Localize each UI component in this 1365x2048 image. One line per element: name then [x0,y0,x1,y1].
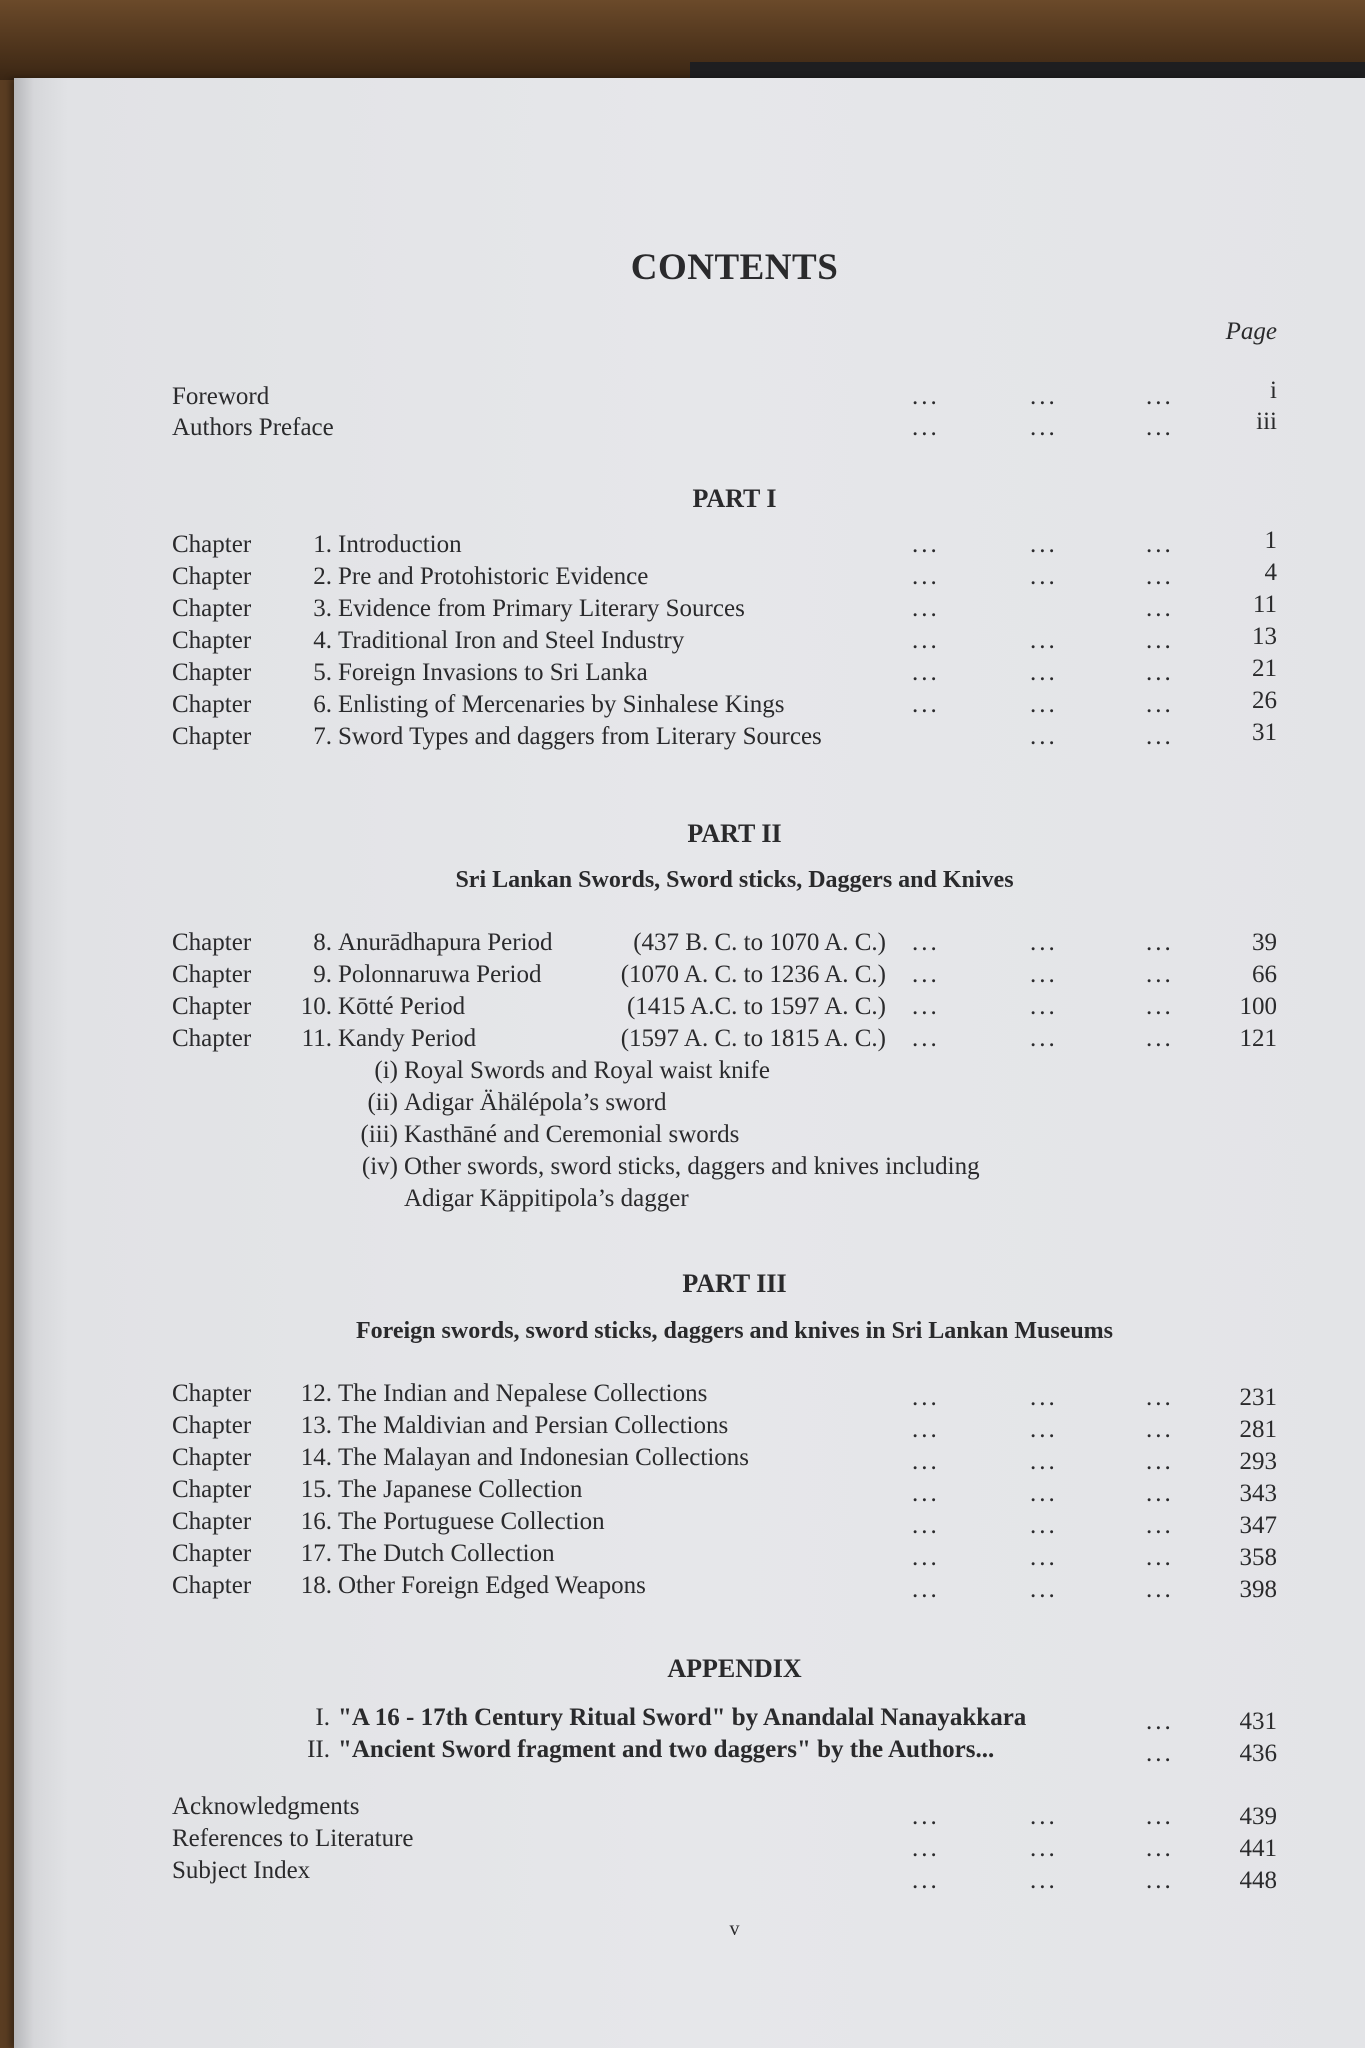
leader-dots: ... [912,1576,940,1603]
chapter-number: 8. [313,929,332,956]
page-number: 31 [1252,719,1277,746]
page-number: 358 [1239,1544,1277,1571]
leader-dots: ... [1146,1480,1174,1507]
chapter-number: 14. [300,1444,332,1471]
page-number: 66 [1252,961,1277,988]
chapter-number: 10. [300,993,332,1020]
leader-dots: ... [1146,1512,1174,1539]
chapter-row [14,1412,1365,1444]
subsection-title: Adigar Käppitipola’s dagger [404,1185,689,1212]
leader-dots: ... [912,1416,940,1443]
page-number: 439 [1239,1803,1277,1830]
page-number: 1 [1264,527,1277,554]
chapter-number: 15. [300,1476,332,1503]
page-number: i [1270,377,1277,404]
leader-dots: ... [1030,1384,1058,1411]
page-number: 441 [1239,1835,1277,1862]
part-subtitle: Foreign swords, sword sticks, daggers and knives in Sri Lankan Museums [355,1318,1114,1344]
leader-dots: ... [1030,1867,1058,1894]
appendix-heading: APPENDIX [667,1654,802,1683]
appendix-title: "Ancient Sword fragment and two daggers" by the Authors... [338,1736,995,1763]
leader-dots: ... [912,691,940,718]
chapter-row [14,993,1365,1025]
appendix-number: II. [307,1736,330,1763]
chapter-row [14,1444,1365,1476]
chapter-word: Chapter [172,691,252,718]
chapter-word: Chapter [172,1444,252,1471]
chapter-row [14,961,1365,993]
chapter-title: The Japanese Collection [338,1476,583,1503]
leader-dots: ... [912,1803,940,1830]
chapter-title: The Indian and Nepalese Collections [338,1380,708,1407]
part-subtitle: Sri Lankan Swords, Sword sticks, Daggers and Knives [455,867,1014,893]
chapter-row [14,719,1365,755]
subsection-number: (iv) [361,1153,398,1180]
leader-dots: ... [912,1480,940,1507]
chapter-title: Anurādhapura Period [338,929,553,956]
chapter-number: 4. [313,627,332,654]
chapter-row [14,1508,1365,1540]
subsection-row [14,1153,1365,1185]
chapter-row [14,929,1365,961]
leader-dots: ... [912,627,940,654]
chapter-number: 1. [313,531,332,558]
leader-dots: ... [912,1512,940,1539]
leader-dots: ... [1030,627,1058,654]
subsection-title: Adigar Ähälépola’s sword [404,1089,667,1116]
chapter-row [14,527,1365,563]
chapter-number: 5. [313,659,332,686]
leader-dots: ... [912,1384,940,1411]
leader-dots: ... [1146,1448,1174,1475]
leader-dots: ... [1030,1803,1058,1830]
front-matter-row [14,377,1365,415]
back-matter-row [14,1825,1365,1862]
chapter-number: 13. [300,1412,332,1439]
leader-dots: ... [1146,627,1174,654]
leader-dots: ... [1146,1803,1174,1830]
leader-dots: ... [1030,929,1058,956]
chapter-row [14,559,1365,595]
subsection-row [14,1121,1365,1153]
leader-dots: ... [1030,1576,1058,1603]
leader-dots: ... [1146,383,1174,410]
chapter-row [14,1025,1365,1057]
chapter-period: (1070 A. C. to 1236 A. C.) [620,961,886,988]
leader-dots: ... [1146,1740,1174,1767]
chapter-number: 17. [300,1540,332,1567]
chapter-word: Chapter [172,1476,252,1503]
chapter-number: 16. [300,1508,332,1535]
chapter-title: The Dutch Collection [338,1540,555,1567]
leader-dots: ... [1030,993,1058,1020]
chapter-title: Evidence from Primary Literary Sources [338,595,745,622]
leader-dots: ... [912,659,940,686]
chapter-period: (1597 A. C. to 1815 A. C.) [620,1025,886,1052]
subsection-number: (iii) [360,1121,398,1148]
leader-dots: ... [912,1025,940,1052]
chapter-number: 18. [300,1572,332,1599]
leader-dots: ... [1030,659,1058,686]
leader-dots: ... [1146,595,1174,622]
chapter-word: Chapter [172,531,252,558]
chapter-title: Foreign Invasions to Sri Lanka [338,659,648,686]
leader-dots: ... [1030,691,1058,718]
appendix-row [14,1704,1365,1736]
chapter-word: Chapter [172,993,252,1020]
page-folio: v [729,1918,740,1940]
leader-dots: ... [912,595,940,622]
subsection-title: Kasthāné and Ceremonial swords [404,1121,740,1148]
page-number: 231 [1239,1384,1277,1411]
page-number: 100 [1239,993,1277,1020]
leader-dots: ... [1146,1025,1174,1052]
leader-dots: ... [912,563,940,590]
chapter-word: Chapter [172,1380,252,1407]
leader-dots: ... [1030,723,1058,750]
part-heading: PART I [692,484,777,513]
chapter-row [14,623,1365,659]
chapter-title: Polonnaruwa Period [338,961,542,988]
part-heading: PART III [682,1269,787,1298]
chapter-word: Chapter [172,929,252,956]
book-page [14,78,1365,2048]
leader-dots: ... [1030,414,1058,441]
leader-dots: ... [1030,1835,1058,1862]
page-number: 39 [1252,929,1277,956]
appendix-number: I. [315,1704,330,1731]
leader-dots: ... [1030,961,1058,988]
subsection-row [14,1089,1365,1121]
leader-dots: ... [1030,383,1058,410]
page-number: 398 [1239,1576,1277,1603]
leader-dots: ... [1146,1708,1174,1735]
chapter-title: Kandy Period [338,1025,477,1052]
leader-dots: ... [912,383,940,410]
subsection-row [14,1057,1365,1089]
leader-dots: ... [1146,1416,1174,1443]
chapter-word: Chapter [172,1572,252,1599]
page-number: 21 [1252,655,1277,682]
entry-label: Foreword [172,383,270,410]
leader-dots: ... [1030,1512,1058,1539]
front-matter-row [14,408,1365,446]
page-number: 13 [1252,623,1277,650]
page-number: 431 [1239,1708,1277,1735]
leader-dots: ... [1030,1480,1058,1507]
chapter-title: Other Foreign Edged Weapons [338,1572,646,1599]
entry-label: Authors Preface [172,414,334,441]
leader-dots: ... [912,929,940,956]
leader-dots: ... [1146,691,1174,718]
leader-dots: ... [1030,531,1058,558]
page-number: 121 [1239,1025,1277,1052]
page-column-header: Page [1225,318,1277,345]
chapter-word: Chapter [172,627,252,654]
subsection-row [14,1185,1365,1217]
subsection-number: (ii) [367,1089,398,1116]
chapter-word: Chapter [172,659,252,686]
back-matter-row [14,1857,1365,1894]
chapter-word: Chapter [172,1540,252,1567]
subsection-title: Royal Swords and Royal waist knife [404,1057,770,1084]
leader-dots: ... [1146,1544,1174,1571]
leader-dots: ... [1146,414,1174,441]
leader-dots: ... [912,414,940,441]
leader-dots: ... [1146,723,1174,750]
part-heading: PART II [687,819,782,848]
leader-dots: ... [1030,563,1058,590]
chapter-word: Chapter [172,1412,252,1439]
chapter-title: Kōtté Period [338,993,466,1020]
chapter-word: Chapter [172,723,252,750]
leader-dots: ... [912,993,940,1020]
leader-dots: ... [1146,993,1174,1020]
chapter-title: Enlisting of Mercenaries by Sinhalese Kings [338,691,785,718]
chapter-row [14,687,1365,723]
chapter-number: 3. [313,595,332,622]
chapter-number: 12. [300,1380,332,1407]
chapter-title: Sword Types and daggers from Literary Sources [338,723,822,750]
chapter-number: 6. [313,691,332,718]
chapter-row [14,591,1365,627]
chapter-word: Chapter [172,563,252,590]
chapter-number: 11. [301,1025,332,1052]
contents-title: CONTENTS [630,247,839,288]
chapter-title: The Portuguese Collection [338,1508,605,1535]
leader-dots: ... [912,531,940,558]
entry-label: References to Literature [172,1825,414,1852]
page-number: iii [1256,408,1277,435]
page-number: 436 [1239,1740,1277,1767]
chapter-word: Chapter [172,595,252,622]
subsection-title: Other swords, sword sticks, daggers and knives including [404,1153,980,1180]
appendix-title: "A 16 - 17th Century Ritual Sword" by Anandalal Nanayakkara [338,1704,1027,1731]
leader-dots: ... [912,961,940,988]
leader-dots: ... [1146,1835,1174,1862]
leader-dots: ... [1030,1416,1058,1443]
chapter-number: 2. [313,563,332,590]
page-number: 281 [1239,1416,1277,1443]
chapter-period: (1415 A.C. to 1597 A. C.) [626,993,886,1020]
leader-dots: ... [1146,961,1174,988]
chapter-title: Pre and Protohistoric Evidence [338,563,649,590]
leader-dots: ... [912,1448,940,1475]
leader-dots: ... [1146,659,1174,686]
subsection-number: (i) [374,1057,398,1084]
leader-dots: ... [1030,1448,1058,1475]
leader-dots: ... [1146,531,1174,558]
chapter-title: Introduction [338,531,462,558]
chapter-title: The Maldivian and Persian Collections [338,1412,729,1439]
appendix-row [14,1736,1365,1768]
chapter-row [14,1572,1365,1604]
chapter-row [14,1540,1365,1572]
page-number: 26 [1252,687,1277,714]
page-number: 4 [1264,559,1277,586]
page-number: 448 [1239,1867,1277,1894]
leader-dots: ... [912,1544,940,1571]
leader-dots: ... [1146,1384,1174,1411]
chapter-number: 9. [313,961,332,988]
leader-dots: ... [912,1835,940,1862]
chapter-word: Chapter [172,961,252,988]
chapter-title: Traditional Iron and Steel Industry [338,627,685,654]
leader-dots: ... [912,1867,940,1894]
back-matter-row [14,1793,1365,1830]
chapter-number: 7. [313,723,332,750]
chapter-row [14,655,1365,691]
chapter-period: (437 B. C. to 1070 A. C.) [633,929,886,956]
chapter-word: Chapter [172,1025,252,1052]
leader-dots: ... [1146,1867,1174,1894]
chapter-row [14,1476,1365,1508]
entry-label: Acknowledgments [172,1793,360,1820]
page-number: 347 [1239,1512,1277,1539]
leader-dots: ... [1030,1544,1058,1571]
leader-dots: ... [1146,563,1174,590]
leader-dots: ... [1146,1576,1174,1603]
chapter-word: Chapter [172,1508,252,1535]
page-number: 293 [1239,1448,1277,1475]
page-number: 11 [1252,591,1277,618]
leader-dots: ... [1030,1025,1058,1052]
leader-dots: ... [1146,929,1174,956]
chapter-row [14,1380,1365,1412]
chapter-title: The Malayan and Indonesian Collections [338,1444,749,1471]
entry-label: Subject Index [172,1857,311,1884]
page-number: 343 [1239,1480,1277,1507]
